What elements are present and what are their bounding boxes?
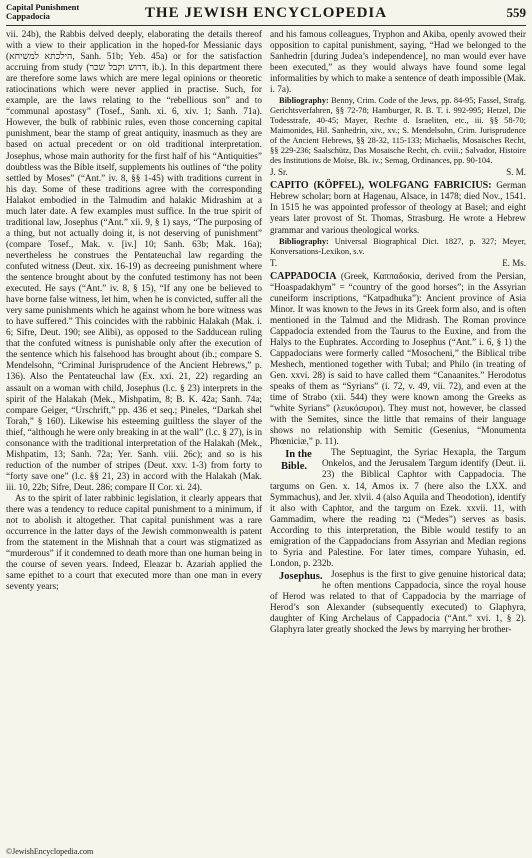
running-head-line2: Cappadocia xyxy=(6,11,50,21)
entry-heading: CAPPADOCIA xyxy=(270,270,337,282)
running-head-line1: Capital Punishment xyxy=(6,2,80,12)
header-rule xyxy=(6,25,526,26)
bibliography xyxy=(270,237,526,257)
paragraph xyxy=(270,448,526,570)
paragraph-text: The Septuagint, the Syriac Hexapla, the Targum Onkelos, and the Jerusalem Targum identify (Deut. ii. 23) the Biblical Caphtor with Cappadocia. The targums on Gen. x. 14, Amos ix. 7 (here also the LXX. and Symmachus), and Jer. xlvii. 4 (also Aquila and Theodotion), identify it also with Caphtor, and the targum on Ezek. xxvii. 11, with Gammadim, where the reading נמ (“Medes”) serves as basis. According to this interpretation, the Bible would testify to an emigration of the Cappadocians from Assyrian and Median regions to Syria and Palestine. For later times, compare Yuhasin, ed. London, p. 232b. xyxy=(270,448,526,569)
signoff-left: J. Sr. xyxy=(270,167,288,178)
side-heading: Josephus. xyxy=(279,570,323,582)
signoff-right: E. Ms. xyxy=(502,257,526,268)
bibliography-text: Universal Biographical Dict. 1827, p. 327; Meyer, Konversations-Lexikon, s.v. xyxy=(270,236,526,256)
paragraph: As to the spirit of later rabbinic legislation, it clearly appears that there was a tendency to reduce capital punishment to a minimum, if not to abolish it altogether. That capital punishment was a rare occurrence in the latter days of the Jewish commonwealth is patent from the statement in the Mishnah that a court was stigmatized as “murderous” if it condemned to death more than one human being in the course of seven years. Indeed, Eleazar b. Azariah applied the same epithet to a court that executed more than one man in every seventy years; xyxy=(6,493,262,593)
side-heading: In the Bible. xyxy=(281,449,312,473)
paragraph: and his famous colleagues, Tryphon and Akiba, openly avowed their opposition to capital punishment, saying, “Had we belonged to the Sanhedrin [during Judea’s independence], no man would ever have been executed,” as they would always have found some legal informalities by which to make a sentence of death impossible (Mak. i. 7a). xyxy=(270,30,526,96)
entry-text: (Greek, Καππαδοκία, derived from the Persian, “Hoaspadakhym” = “country of the good horses”; in the Assyrian cuneiform inscriptions, “Katpadhuka”): Ancient province of Asia Minor. It was known to the Jews in its Greek form also, and is often mentioned in the Talmud and the Midrash. The Roman province Cappadocia extended from the Taurus to the Euxine, and from the Halys to the Euphrates. According to Josephus (“Ant.” i. 6, § 1) the Cappadocians were formerly called “Mosocheni,” the Biblical tribe Meshech, mentioned together with Tubal; and Philo (in treating of Gen. xxvi. 28) is said to have called them “Canaanites.” Herodotus speaks of them as “Syrians” (i. 72, v. 49, vii. 72), and even at the time of Strabo (xii. 544) they were known among the Greeks as “white Syrians” (λευκόσυροι). They must not, however, be classed with the Semites, since the little that remains of their language shows no relationship with Semitic (Gesenius, “Monumenta Phœniciæ,” p. 11). xyxy=(270,271,526,448)
signoff-right: S. M. xyxy=(506,167,526,178)
bibliography-label: Bibliography: xyxy=(279,236,329,246)
bibliography-text: Benny, Crim. Code of the Jews, pp. 84-95; Fassel, Strafg. Gerichtsverfahren, §§ 72-78; Hamburger, R. B. T. i. 992-995; Hetzel, Die Todesstrafe, 40-45; Mayer, Rechte d. Israeliten, etc., iii. §§ 58-70; Maimonides, Hil. Sanhedrin, xiv., xv.; S. Mendelsohn, Crim. Jurisprudence of the Ancient Hebrews, §§ 28-32, 115-133; Michaelis, Mosaisches Recht, §§ 229-236; Saalschütz, Das Mosaische Recht, ch. cviii.; Salvador, Histoire des Institutions de Moïse, Bk. iv.; Semag, Ordinances, pp. 90-104. xyxy=(270,96,526,166)
entry-heading: CAPITO (KÖPFEL), WOLFGANG FABRICIUS: xyxy=(270,180,492,192)
bibliography xyxy=(270,96,526,166)
paragraph: vii. 24b), the Rabbis delved deeply, elaborating the details thereof with a view to their application in the hoped-for Messianic days (הילכתא למשיחא, Sanh. 51b; Yeb. 45a) or for the satisfaction accruing from study (דרוש וקבל שכר, ib.). In this department there are therefore some laws which are mere legal opinions or theoretic ratiocinations which were never applied in practise. Such, for example, are the laws relating to the “rebellious son” and to “communal apostasy” (Tosef., Sanh. xi. 6, xiv. 1; Sanh. 71a). However, the bulk of rabbinic rules, even those concerning capital punishment, bear the stamp of great antiquity, inasmuch as they are based on actual precedent or on old traditional interpretation. Josephus, whose main authority for the first half of his “Antiquities” doubtless was the Bible itself, supplements his outlines of “the polity settled by Moses” (“Ant.” iv. 8, §§ 1-45) with traditions current in his day. Some of these traditions agree with the corresponding Halakot embodied in the Talmudim and halakic Midrashim at a much later date. A few examples must suffice. In the true spirit of traditional law, Josephus (“Ant.” xii. 9, § 1) says, “The purposing of a thing, but not actually doing it, is not deserving of punishment” (compare Tosef., Mak. v. [iv.] 10; Sanh. 63b; Mak. 16a); nevertheless he construes the Pentateuchal law regarding the confuted witness (Deut. xix. 16-19) as decreeing punishment where the sentence brought about by the confuted testimony has not been executed. He says (“Ant.” iv. 8, § 15), “If any one be believed to have borne false witness, let him, when he is convicted, suffer all the very same punishments which he against whom he bore witness was to have suffered.” This coincides with the rabbinic Halakah (Mak. i. 6; Sifre, Deut. 190; see Alibi), as opposed to the Sadducean ruling that the confuted witness is punishable only after the execution of the sentence which his falsehood has brought about (ib.; compare S. Mendelsohn, “Criminal Jurisprudence of the Ancient Hebrews,” p. 136). Also the Pentateuchal law (Ex. xxi. 21, 22) regarding an assault on a woman with child, Josephus (l.c. § 23) interprets in the spirit of the Halakah (Mek., Mishpatim, 8; B. K. 42a; Sanh. 74a; compare Geiger, “Urschrift,” pp. 436 et seq.; Pineles, “Darkah shel Torah,” § 160). Likewise his esteeming guiltless the slayer of the thief, “although he were only breaking in at the wall” (l.c. § 27), is in consonance with the traditional interpretation of the Halakah (Mek., Mishpatim, 13; Sanh. 72a; Yer. Sanh. viii. 26c); and so is his reduction of the number of stripes (Deut. xxv. 1-3) from forty to “forty save one” (l.c. §§ 21, 23) in accord with the Halakah (Mak. iii. 10, 22b; Sifre, Deut. 286; compare II Cor. xi. 24). xyxy=(6,30,262,493)
entry-capito xyxy=(270,180,526,236)
entry-cappadocia xyxy=(270,271,526,449)
signoff xyxy=(270,258,526,269)
left-column xyxy=(6,30,262,842)
page-number: 559 xyxy=(506,5,526,20)
right-column xyxy=(270,30,526,842)
page-header xyxy=(6,3,526,25)
signoff xyxy=(270,167,526,178)
page-title: THE JEWISH ENCYCLOPEDIA xyxy=(144,5,388,21)
entry-text: German Hebrew scholar; born at Hagenau, Alsace, in 1478; died Nov., 1541. In 1515 he was appointed professor of theology at Basel; and eight years later provost of St. Thomas, Strasburg. He wrote a Hebrew grammar and various theological works. xyxy=(270,181,526,236)
bibliography-label: Bibliography: xyxy=(279,96,329,106)
footer-credit: ©JewishEncyclopedia.com xyxy=(6,847,94,856)
paragraph xyxy=(270,570,526,636)
paragraph-text: Josephus is the first to give genuine historical data; he often mentions Cappadocia, since the royal house of Herod was related to that of Cappadocia by the marriage of Herod’s son Alexander (subsequently executed) to Glaphyra, daughter of King Archelaus of Cappadocia (“Ant.” xvi. 1, § 2). Glaphyra later greatly shocked the Jews by marrying her brother- xyxy=(270,569,526,636)
signoff-left: T. xyxy=(270,257,278,268)
